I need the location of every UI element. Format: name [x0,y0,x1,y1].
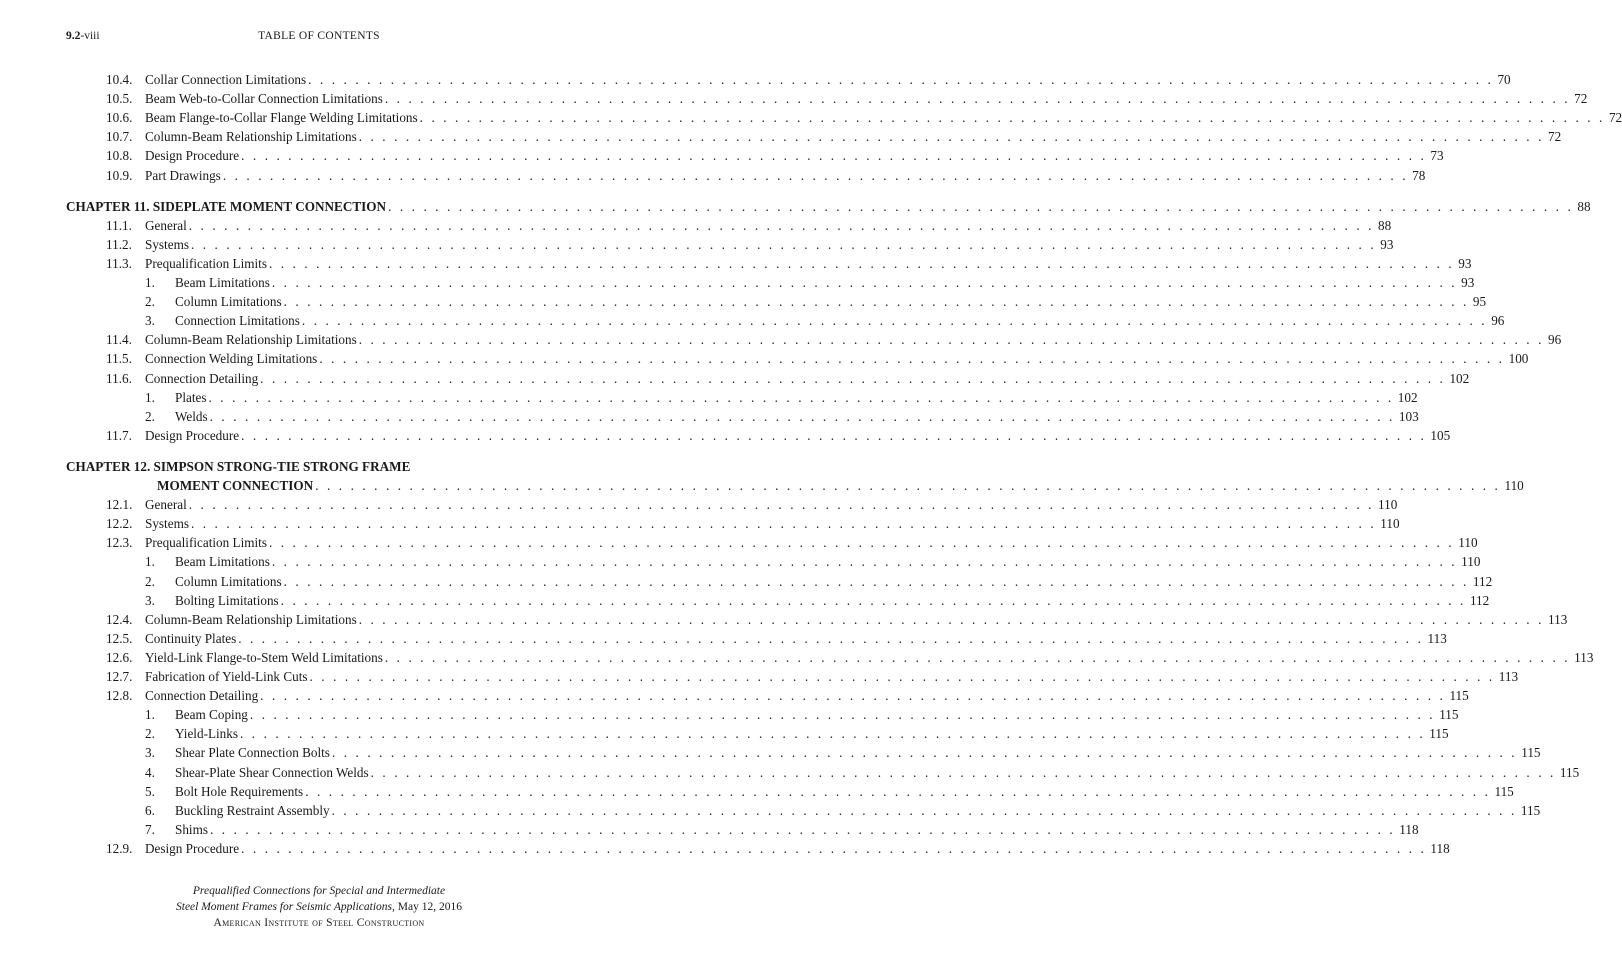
toc-entry-line [145,70,1511,89]
toc-entry-number: 11.6. [106,370,132,386]
dot-leader: . . . . . . . . . . . . . . . . . . . . . . . . . . . . . . . . . . . . . . . . . . . . . . . . . . . . . . . . . . . . . . . . . . . . . . . . . . . . . . . . . . . . . . . . . . . . . . . . . . . . . [331,745,1518,761]
dot-leader: . . . . . . . . . . . . . . . . . . . . . . . . . . . . . . . . . . . . . . . . . . . . . . . . . . . . . . . . . . . . . . . . . . . . . . . . . . . . . . . . . . . . . . . . . . . . . . . . . . . . . [268,255,1455,271]
toc-entry [0,311,1505,330]
toc-entry-page: 110 [1504,478,1524,493]
toc-entry [0,629,1447,648]
toc-entry-page: 102 [1449,370,1470,386]
toc-entry-page: 73 [1430,148,1444,164]
toc-entry [0,743,1541,762]
toc-entry-number: 12.3. [106,535,133,551]
toc-entry-line [66,197,1591,216]
dot-leader: . . . . . . . . . . . . . . . . . . . . . . . . . . . . . . . . . . . . . . . . . . . . . . . . . . . . . . . . . . . . . . . . . . . . . . . . . . . . . . . . . . . . . . . . . . . . . . . . . . . . . [188,497,1375,513]
toc-entry-page: 115 [1494,783,1514,799]
toc-entry-line [175,311,1505,330]
toc-entry-page: 115 [1520,802,1541,818]
chapter-heading [0,457,638,476]
toc-entry-label: Shear Plate Connection Bolts [175,745,330,761]
dot-leader: . . . . . . . . . . . . . . . . . . . . . . . . . . . . . . . . . . . . . . . . . . . . . . . . . . . . . . . . . . . . . . . . . . . . . . . . . . . . . . . . . . . . . . . . . . . . . . . . . . . . . [419,110,1605,126]
toc-entry-label: Systems [145,516,189,532]
dot-leader: . . . . . . . . . . . . . . . . . . . . . . . . . . . . . . . . . . . . . . . . . . . . . . . . . . . . . . . . . . . . . . . . . . . . . . . . . . . . . . . . . . . . . . . . . . . . . . . . . . . . . [331,802,1517,818]
toc-entry-line [145,254,1472,273]
toc-entry-number: 10.7. [106,129,133,145]
toc-entry-number: 3. [145,745,155,761]
toc-entry-label: CHAPTER 11. SIDEPLATE MOMENT CONNECTION [66,198,387,214]
toc-entry [0,514,1400,533]
toc-entry-number: 12.4. [106,611,133,627]
toc-entry-page: 113 [1498,669,1519,684]
toc-entry [0,70,1511,89]
toc-entry-label: Column Limitations [175,573,282,589]
toc-entry-label: Bolt Hole Requirements [175,783,304,799]
toc-entry-label: Connection Welding Limitations [145,351,318,367]
toc-entry-number: 6. [145,802,155,818]
toc-entry-label: Column-Beam Relationship Limitations [145,332,357,348]
toc-entry-label: Beam Coping [175,707,248,723]
dot-leader: . . . . . . . . . . . . . . . . . . . . . . . . . . . . . . . . . . . . . . . . . . . . . . . . . . . . . . . . . . . . . . . . . . . . . . . . . . . . . . . . . . . . . . . . . . . . . . . . . . . . . [384,91,1571,107]
toc-entry-number: 5. [145,783,155,799]
toc-entry [0,667,1519,686]
toc-entry [0,648,1594,667]
toc-entry-line [145,667,1519,686]
toc-entry-number: 11.2. [106,236,132,252]
toc-entry-label: Continuity Plates [145,630,237,646]
dot-leader: . . . . . . . . . . . . . . . . . . . . . . . . . . . . . . . . . . . . . . . . . . . . . . . . . . . . . . . . . . . . . . . . . . . . . . . . . . . . . . . . . . . . . . . . . . . . . . . . . . . . . [308,72,1494,87]
dot-leader: . . . . . . . . . . . . . . . . . . . . . . . . . . . . . . . . . . . . . . . . . . . . . . . . . . . . . . . . . . . . . . . . . . . . . . . . . . . . . . . . . . . . . . . . . . . . . . . . . . . . . [280,592,1466,608]
toc-entry-page: 118 [1430,840,1450,856]
toc-entry-number: 2. [145,408,155,424]
toc-entry-page: 72 [1548,129,1562,145]
dot-leader: . . . . . . . . . . . . . . . . . . . . . . . . . . . . . . . . . . . . . . . . . . . . . . . . . . . . . . . . . . . . . . . . . . . . . . . . . . . . . . . . . . . . . . . . . . . . . . . . . . . . . [190,516,1377,532]
toc-entry-number: 2. [145,573,155,589]
toc-entry [0,146,1444,165]
toc-entry-line [145,686,1469,705]
toc-entry-page: 93 [1461,275,1475,290]
dot-leader: . . . . . . . . . . . . . . . . . . . . . . . . . . . . . . . . . . . . . . . . . . . . . . . . . . . . . . . . . . . . . . . . . . . . . . . . . . . . . . . . . . . . . . . . . . . . . . . . . . . . . [271,275,1458,290]
toc-entry [0,292,1487,311]
toc-entry-line [175,782,1514,801]
toc-entry-label: Beam Web-to-Collar Connection Limitations [145,91,383,107]
toc-entry-page: 93 [1458,255,1472,271]
toc-entry-number: 10.5. [106,91,133,107]
toc-entry-line [175,763,1580,782]
dot-leader: . . . . . . . . . . . . . . . . . . . . . . . . . . . . . . . . . . . . . . . . . . . . . . . . . . . . . . . . . . . . . . . . . . . . . . . . . . . . . . . . . . . . . . . . . . . . . . . . . . . . . [301,313,1488,329]
toc-entry-number: 2. [145,294,155,310]
toc-entry-label: Prequalification Limits [145,255,267,271]
toc-entry-page: 115 [1429,726,1449,742]
toc-entry-line [175,388,1418,407]
toc-entry [0,369,1470,388]
toc-entry [0,407,1419,426]
dot-leader: . . . . . . . . . . . . . . . . . . . . . . . . . . . . . . . . . . . . . . . . . . . . . . . . . . . . . . . . . . . . . . . . . . . . . . . . . . . . . . . . . . . . . . . . . . . . . . . . . . . . . [388,198,1574,214]
footer-line-1: Prequalified Connections for Special and Intermediate [192,885,446,897]
toc-entry-page: 115 [1439,707,1459,723]
dot-leader: . . . . . . . . . . . . . . . . . . . . . . . . . . . . . . . . . . . . . . . . . . . . . . . . . . . . . . . . . . . . . . . . . . . . . . . . . . . . . . . . . . . . . . . . . . . . . . . . . . . . . [241,840,1427,856]
toc-entry-label: Design Procedure [145,427,240,443]
toc-entry-label: Beam Limitations [175,554,270,570]
toc-entry [0,591,1490,610]
page-number: 9.2-viii [66,30,100,42]
toc-entry-line [145,108,1622,127]
dot-leader: . . . . . . . . . . . . . . . . . . . . . . . . . . . . . . . . . . . . . . . . . . . . . . . . . . . . . . . . . . . . . . . . . . . . . . . . . . . . . . . . . . . . . . . . . . . . . . . . . . . . . [315,478,1501,493]
toc-entry [0,235,1394,254]
toc-entry [0,686,1469,705]
toc-entry-number: 10.4. [106,72,133,87]
chapter-heading [0,197,1591,216]
toc-entry-line [145,629,1447,648]
toc-entry-number: 11.1. [106,217,132,233]
toc-entry-page: 70 [1497,72,1511,87]
toc-entry-line [145,369,1470,388]
toc-entry [0,705,1459,724]
toc-entry [0,572,1493,591]
toc-entry-line [175,407,1419,426]
dot-leader: . . . . . . . . . . . . . . . . . . . . . . . . . . . . . . . . . . . . . . . . . . . . . . . . . . . . . . . . . . . . . . . . . . . . . . . . . . . . . . . . . . . . . . . . . . . . . . . . . . . . . [190,236,1377,252]
toc-entry-line [145,648,1594,667]
toc-entry-line [175,552,1481,571]
toc-entry-line [145,839,1450,858]
toc-entry-number: 12.1. [106,497,133,513]
toc-entry-page: 88 [1577,198,1591,214]
toc-entry [0,839,1450,858]
toc-entry-number: 7. [145,821,155,837]
toc-entry-number: 3. [145,313,155,329]
dot-leader: . . . . . . . . . . . . . . . . . . . . . . . . . . . . . . . . . . . . . . . . . . . . . . . . . . . . . . . . . . . . . . . . . . . . . . . . . . . . . . . . . . . . . . . . . . . . . . . . . . . . . [238,630,1424,646]
toc-entry-page: 118 [1399,821,1419,837]
toc-entry-page: 110 [1461,554,1481,570]
toc-entry-number: 1. [145,389,155,405]
dot-leader: . . . . . . . . . . . . . . . . . . . . . . . . . . . . . . . . . . . . . . . . . . . . . . . . . . . . . . . . . . . . . . . . . . . . . . . . . . . . . . . . . . . . . . . . . . . . . . . . . . . . . [188,217,1375,233]
dot-leader: . . . . . . . . . . . . . . . . . . . . . . . . . . . . . . . . . . . . . . . . . . . . . . . . . . . . . . . . . . . . . . . . . . . . . . . . . . . . . . . . . . . . . . . . . . . . . . . . . . . . . [222,167,1409,183]
toc-entry-label: Prequalification Limits [145,535,267,551]
toc-entry-number: 12.7. [106,669,133,684]
dot-leader: . . . . . . . . . . . . . . . . . . . . . . . . . . . . . . . . . . . . . . . . . . . . . . . . . . . . . . . . . . . . . . . . . . . . . . . . . . . . . . . . . . . . . . . . . . . . . . . . . . . . . [384,649,1571,665]
toc-entry-number: 10.8. [106,148,133,164]
dot-leader: . . . . . . . . . . . . . . . . . . . . . . . . . . . . . . . . . . . . . . . . . . . . . . . . . . . . . . . . . . . . . . . . . . . . . . . . . . . . . . . . . . . . . . . . . . . . . . . . . . . . . [283,294,1469,310]
toc-entry-page: 100 [1508,351,1529,367]
toc-entry-label: Yield-Links [175,726,239,742]
toc-entry-line [145,216,1392,235]
toc-entry-line [66,457,572,476]
dot-leader: . . . . . . . . . . . . . . . . . . . . . . . . . . . . . . . . . . . . . . . . . . . . . . . . . . . . . . . . . . . . . . . . . . . . . . . . . . . . . . . . . . . . . . . . . . . . . . . . . . . . . [358,129,1544,145]
toc-entry-label: Column-Beam Relationship Limitations [145,611,357,627]
toc-entry-line [175,292,1487,311]
toc-entry-label: Beam Limitations [175,275,270,290]
toc-entry-number: 10.6. [106,110,133,126]
toc-entry-page: 113 [1574,649,1594,665]
toc-entry [0,127,1562,146]
toc-entry [0,254,1472,273]
toc-entry-label: Fabrication of Yield-Link Cuts [145,669,308,684]
toc-entry-line [145,514,1400,533]
toc-entry-number: 2. [145,726,155,742]
toc-entry-line [145,426,1451,445]
toc-entry-label: Welds [175,408,208,424]
dot-leader: . . . . . . . . . . . . . . . . . . . . . . . . . . . . . . . . . . . . . . . . . . . . . . . . . . . . . . . . . . . . . . . . . . . . . . . . . . . . . . . . . . . . . . . . . . . . . . . . . . . . . [305,783,1491,799]
dot-leader: . . . . . . . . . . . . . . . . . . . . . . . . . . . . . . . . . . . . . . . . . . . . . . . . . . . . . . . . . . . . . . . . . . . . . . . . . . . . . . . . . . . . . . . . . . . . . . . . . . . . . [240,726,1426,742]
footer-publisher: American Institute of Steel Construction [213,917,425,929]
dot-leader: . . . . . . . . . . . . . . . . . . . . . . . . . . . . . . . . . . . . . . . . . . . . . . . . . . . . . . . . . . . . . . . . . . . . . . . . . . . . . . . . . . . . . . . . . . . . . . . . . . . . . [370,764,1556,780]
toc-entry-label: Buckling Restraint Assembly [175,802,330,818]
toc-entry-line [145,235,1394,254]
toc-entry-label: Connection Limitations [175,313,300,329]
toc-entry-label: Shear-Plate Shear Connection Welds [175,764,369,780]
toc-entry [0,782,1514,801]
toc-entry-line [145,127,1562,146]
toc-entry [0,216,1392,235]
toc-entry-page: 72 [1608,110,1622,126]
toc-entry-label: General [145,217,187,233]
toc-entry-line [157,476,1524,495]
toc-entry-number: 11.4. [106,332,132,348]
footer-line-2: Steel Moment Frames for Seismic Applications, May 12, 2016 [176,901,462,913]
toc-entry-number: 12.8. [106,688,133,704]
toc-entry-label: Design Procedure [145,148,240,164]
toc-entry-number: 1. [145,275,155,290]
toc-entry [0,388,1418,407]
toc-entry-number: 11.3. [106,255,132,271]
toc-entry-page: 115 [1559,764,1580,780]
toc-entry-number: 4. [145,764,155,780]
toc-entry-line [145,610,1568,629]
toc-entry-label: MOMENT CONNECTION [157,478,314,493]
toc-entry [0,801,1541,820]
toc-entry-label: Connection Detailing [145,688,259,704]
toc-entry [0,820,1419,839]
toc-entry-page: 115 [1449,688,1469,704]
toc-entry [0,763,1580,782]
toc-entry-number: 3. [145,592,155,608]
dot-leader: . . . . . . . . . . . . . . . . . . . . . . . . . . . . . . . . . . . . . . . . . . . . . . . . . . . . . . . . . . . . . . . . . . . . . . . . . . . . . . . . . . . . . . . . . . . . . . . . . . . . . [309,669,1495,684]
toc-entry-label: Shims [175,821,208,837]
toc-entry-page: 113 [1548,611,1568,627]
toc-entry-label: CHAPTER 12. SIMPSON STRONG-TIE STRONG FRAME [66,458,411,474]
toc-entry-label: Collar Connection Limitations [145,72,307,87]
toc-entry-number: 11.5. [106,351,132,367]
toc-entry-line [175,591,1490,610]
dot-leader: . . . . . . . . . . . . . . . . . . . . . . . . . . . . . . . . . . . . . . . . . . . . . . . . . . . . . . . . . . . . . . . . . . . . . . . . . . . . . . . . . . . . . . . . . . . . . . . . . . . . . [249,707,1436,723]
dot-leader: . . . . . . . . . . . . . . . . . . . . . . . . . . . . . . . . . . . . . . . . . . . . . . . . . . . . . . . . . . . . . . . . . . . . . . . . . . . . . . . . . . . . . . . . . . . . . . . . . . . . . [260,370,1446,386]
toc-entry-line [175,820,1419,839]
page-footer [0,883,638,931]
toc-entry-number: 12.5. [106,630,133,646]
toc-entry-number: 12.9. [106,840,133,856]
header-title: TABLE OF CONTENTS [258,30,380,42]
toc-entry-number: 12.6. [106,649,133,665]
toc-entry-line [175,724,1449,743]
toc-entry-number: 1. [145,707,155,723]
dot-leader: . . . . . . . . . . . . . . . . . . . . . . . . . . . . . . . . . . . . . . . . . . . . . . . . . . . . . . . . . . . . . . . . . . . . . . . . . . . . . . . . . . . . . . . . . . . . . . . . . . . . . [260,688,1446,704]
toc-entry-page: 78 [1412,167,1426,183]
dot-leader: . . . . . . . . . . . . . . . . . . . . . . . . . . . . . . . . . . . . . . . . . . . . . . . . . . . . . . . . . . . . . . . . . . . . . . . . . . . . . . . . . . . . . . . . . . . . . . . . . . . . . [209,408,1395,424]
dot-leader: . . . . . . . . . . . . . . . . . . . . . . . . . . . . . . . . . . . . . . . . . . . . . . . . . . . . . . . . . . . . . . . . . . . . . . . . . . . . . . . . . . . . . . . . . . . . . . . . . . . . . [271,554,1458,570]
toc-entry-label: Part Drawings [145,167,221,183]
toc-entry-label: Bolting Limitations [175,592,279,608]
dot-leader: . . . . . . . . . . . . . . . . . . . . . . . . . . . . . . . . . . . . . . . . . . . . . . . . . . . . . . . . . . . . . . . . . . . . . . . . . . . . . . . . . . . . . . . . . . . . . . . . . . . . . [268,535,1455,551]
toc-entry-page: 88 [1378,217,1392,233]
toc-entry [0,108,1622,127]
toc-entry-label: Plates [175,389,207,405]
toc-entry-page: 110 [1378,497,1398,513]
toc-entry-page: 110 [1380,516,1400,532]
toc-entry-page: 110 [1458,535,1478,551]
toc-entry-line [175,572,1493,591]
toc-entry-page: 96 [1548,332,1562,348]
toc-entry-label: Systems [145,236,189,252]
dot-leader: . . . . . . . . . . . . . . . . . . . . . . . . . . . . . . . . . . . . . . . . . . . . . . . . . . . . . . . . . . . . . . . . . . . . . . . . . . . . . . . . . . . . . . . . . . . . . . . . . . . . . [283,573,1469,589]
toc-entry [0,166,1426,185]
toc-entry-label: General [145,497,187,513]
toc-entry [0,349,1529,368]
dot-leader: . . . . . . . . . . . . . . . . . . . . . . . . . . . . . . . . . . . . . . . . . . . . . . . . . . . . . . . . . . . . . . . . . . . . . . . . . . . . . . . . . . . . . . . . . . . . . . . . . . . . . [319,351,1505,367]
toc-entry-line [145,349,1529,368]
toc-entry-page: 95 [1472,294,1487,310]
toc-entry-page: 113 [1427,630,1447,646]
dot-leader: . . . . . . . . . . . . . . . . . . . . . . . . . . . . . . . . . . . . . . . . . . . . . . . . . . . . . . . . . . . . . . . . . . . . . . . . . . . . . . . . . . . . . . . . . . . . . . . . . . . . . [241,148,1427,164]
toc-entry-line [175,743,1541,762]
dot-leader: . . . . . . . . . . . . . . . . . . . . . . . . . . . . . . . . . . . . . . . . . . . . . . . . . . . . . . . . . . . . . . . . . . . . . . . . . . . . . . . . . . . . . . . . . . . . . . . . . . . . . [208,389,1394,405]
toc-entry [0,610,1568,629]
toc-entry-line [145,330,1562,349]
toc-entry-number: 12.2. [106,516,133,532]
toc-entry [0,89,1588,108]
toc-entry-page: 105 [1430,427,1451,443]
toc-entry-line [145,146,1444,165]
toc-entry-label: Beam Flange-to-Collar Flange Welding Limitations [145,110,418,126]
toc-entry-page: 102 [1397,389,1418,405]
dot-leader: . . . . . . . . . . . . . . . . . . . . . . . . . . . . . . . . . . . . . . . . . . . . . . . . . . . . . . . . . . . . . . . . . . . . . . . . . . . . . . . . . . . . . . . . . . . . . . . . . . . . . [241,427,1427,443]
dot-leader: . . . . . . . . . . . . . . . . . . . . . . . . . . . . . . . . . . . . . . . . . . . . . . . . . . . . . . . . . . . . . . . . . . . . . . . . . . . . . . . . . . . . . . . . . . . . . . . . . . . . . [209,821,1396,837]
toc-entry [0,724,1449,743]
toc-entry-page: 93 [1380,236,1394,252]
toc-entry-line [175,705,1459,724]
toc-entry [0,426,1451,445]
toc-entry-page: 103 [1398,408,1419,424]
toc-entry-number: 1. [145,554,155,570]
toc-entry-line [145,89,1588,108]
toc-entry-number: 11.7. [106,427,132,443]
toc-entry-label: Design Procedure [145,840,240,856]
toc-entry-line [175,801,1541,820]
toc-entry [0,330,1562,349]
toc-entry-page: 112 [1469,592,1490,608]
toc-entry [0,533,1478,552]
toc-entry-label: Connection Detailing [145,370,259,386]
toc-entry-line [175,273,1475,292]
toc-entry-line [145,166,1426,185]
toc-entry-page: 96 [1491,313,1505,329]
chapter-heading-continued [0,476,1524,495]
toc-entry-page: 72 [1574,91,1588,107]
toc-entry-page: 115 [1521,745,1541,761]
toc-entry-line [145,533,1478,552]
toc-entry [0,273,1475,292]
toc-entry-label: Yield-Link Flange-to-Stem Weld Limitations [145,649,383,665]
toc-entry-line [145,495,1398,514]
toc-entry-label: Column Limitations [175,294,282,310]
toc-entry-page: 112 [1472,573,1493,589]
toc-entry [0,552,1481,571]
toc-entry-number: 10.9. [106,167,133,183]
dot-leader: . . . . . . . . . . . . . . . . . . . . . . . . . . . . . . . . . . . . . . . . . . . . . . . . . . . . . . . . . . . . . . . . . . . . . . . . . . . . . . . . . . . . . . . . . . . . . . . . . . . . . [358,611,1544,627]
toc-entry-label: Column-Beam Relationship Limitations [145,129,357,145]
toc-entry [0,495,1398,514]
dot-leader: . . . . . . . . . . . . . . . . . . . . . . . . . . . . . . . . . . . . . . . . . . . . . . . . . . . . . . . . . . . . . . . . . . . . . . . . . . . . . . . . . . . . . . . . . . . . . . . . . . . . . [358,332,1544,348]
